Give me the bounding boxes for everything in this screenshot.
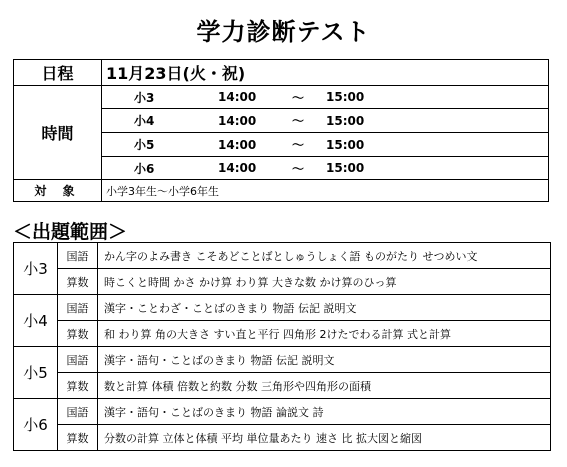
time-tilde: ～ (291, 90, 304, 105)
time-row-6 (102, 157, 548, 179)
range-row (14, 243, 551, 269)
ranges-heading: ＜出題範囲＞ (13, 221, 128, 243)
target-row (14, 180, 549, 202)
time-start: 14:00 (218, 90, 257, 104)
range-row (14, 373, 551, 399)
time-block (14, 86, 549, 180)
range-row (14, 347, 551, 373)
subject-cell: 国語 (58, 295, 98, 321)
time-row-3 (102, 86, 548, 109)
time-tilde: ～ (291, 161, 304, 176)
time-label: 時間 (14, 86, 102, 180)
range-row (14, 425, 551, 451)
page-title: 学力診断テスト (196, 18, 371, 46)
time-start: 14:00 (218, 161, 257, 175)
grade-cell: 小4 (14, 295, 58, 347)
date-value: 11月23日(火・祝) (102, 60, 549, 86)
time-row-4 (102, 109, 548, 133)
time-end: 15:00 (326, 90, 365, 104)
grade-cell: 小3 (14, 243, 58, 295)
subject-cell: 算数 (58, 321, 98, 347)
subject-cell: 国語 (58, 399, 98, 425)
subject-cell: 算数 (58, 425, 98, 451)
time-grade: 小6 (134, 161, 155, 176)
content-cell: 数と計算 体積 倍数と約数 分数 三角形や四角形の面積 (98, 373, 551, 399)
time-start: 14:00 (218, 113, 257, 128)
time-end: 15:00 (326, 113, 365, 128)
time-row-5 (102, 133, 548, 157)
target-value: 小学3年生～小学6年生 (102, 180, 549, 202)
time-list (102, 86, 549, 180)
subject-cell: 国語 (58, 347, 98, 373)
content-cell: かん字のよみ書き こそあどことばとしゅうしょく語 ものがたり せつめい文 (98, 243, 551, 269)
time-tilde: ～ (291, 138, 304, 152)
date-row (14, 60, 549, 86)
content-cell: 和 わり算 角の大きさ すい直と平行 四角形 2けたでわる計算 式と計算 (98, 321, 551, 347)
content-cell: 漢字・ことわざ・ことばのきまり 物語 伝記 説明文 (98, 295, 551, 321)
date-label: 日程 (14, 60, 102, 86)
time-start: 14:00 (218, 137, 257, 152)
subject-cell: 算数 (58, 269, 98, 295)
target-label: 対 象 (14, 180, 102, 202)
grade-cell: 小5 (14, 347, 58, 399)
time-grade: 小3 (134, 90, 155, 105)
range-row (14, 295, 551, 321)
ranges-table (13, 242, 551, 451)
time-end: 15:00 (326, 161, 365, 175)
range-row (14, 321, 551, 347)
content-cell: 時こくと時間 かさ かけ算 わり算 大きな数 かけ算のひっ算 (98, 269, 551, 295)
grade-cell: 小6 (14, 399, 58, 451)
subject-cell: 算数 (58, 373, 98, 399)
schedule-table (13, 59, 549, 202)
time-grade: 小4 (134, 114, 155, 128)
content-cell: 分数の計算 立体と体積 平均 単位量あたり 速さ 比 拡大図と縮図 (98, 425, 551, 451)
content-cell: 漢字・語句・ことばのきまり 物語 伝記 説明文 (98, 347, 551, 373)
time-tilde: ～ (291, 114, 304, 128)
content-cell: 漢字・語句・ことばのきまり 物語 論説文 詩 (98, 399, 551, 425)
time-grade: 小5 (134, 138, 155, 152)
subject-cell: 国語 (58, 243, 98, 269)
range-row (14, 269, 551, 295)
range-row (14, 399, 551, 425)
time-end: 15:00 (326, 137, 365, 152)
